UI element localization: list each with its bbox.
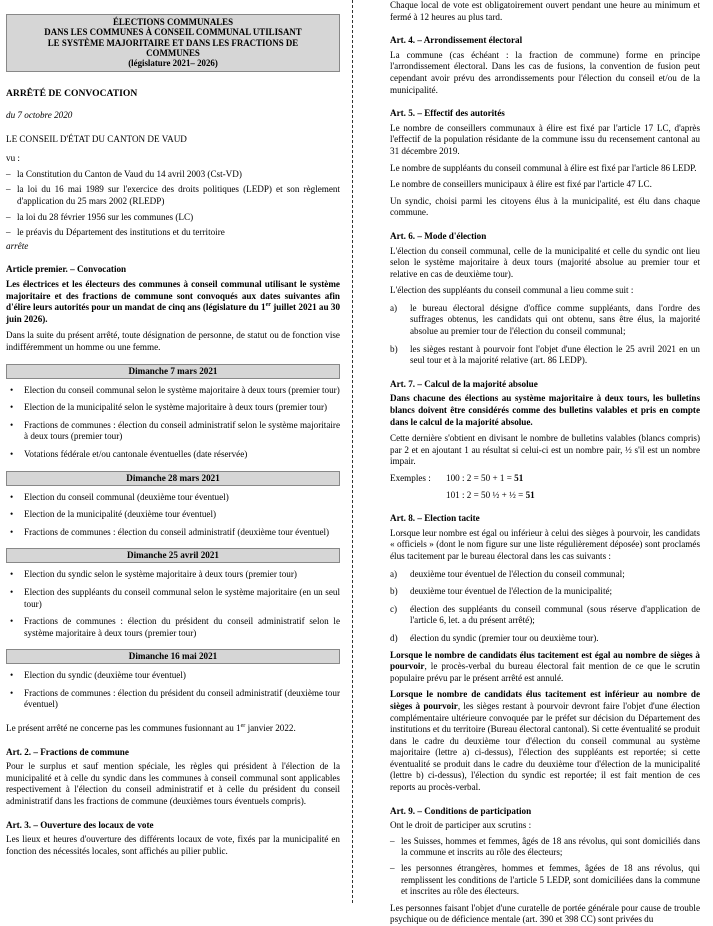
item-letter: d) <box>390 632 398 643</box>
lettered-item-text: élection des suppléants du conseil communal (sous réserve d'application de l'article 6, let. a du présent arrêté); <box>410 603 700 626</box>
art5-heading: Art. 5. – Effectif des autorités <box>390 108 505 119</box>
art2-paragraph: Pour le surplus et sauf mention spéciale, les règles qui président à l'élection de la municipalité et à celle du syndic dans les communes à conseil communal sont applicables respectivement à l'élection du conseil administratif et à celle du président du conseil administratif dans les fractions de commune (deuxièmes tours éventuels compris). <box>6 761 340 807</box>
vu-item-text: le préavis du Département des institutions et du territoire <box>17 227 225 238</box>
schedule-item-text: Election de la municipalité (deuxième tour éventuel) <box>24 509 217 520</box>
schedule-item-text: Fractions de communes : élection du président du conseil administratif (deuxième tour éventuel) <box>24 687 340 710</box>
schedule-item-text: Election du syndic (deuxième tour éventuel) <box>24 670 186 681</box>
vu-item <box>6 227 340 239</box>
schedule-item <box>6 402 340 414</box>
vu-item <box>6 184 340 207</box>
lettered-item-text: élection du syndic (premier tour ou deuxième tour). <box>410 632 599 643</box>
schedule-item <box>6 688 340 711</box>
schedule-item <box>6 527 340 539</box>
lettered-item-text: deuxième tour éventuel de l'élection du conseil communal; <box>410 568 625 579</box>
lettered-item <box>390 569 700 581</box>
schedule-item-text: Fractions de communes : élection du conseil administratif selon le système majoritaire à deux tours (premier tour) <box>24 419 340 442</box>
art5-paragraph: Le nombre de suppléants du conseil communal à élire est fixé par l'article 86 LEDP. <box>390 162 697 173</box>
schedule-item <box>6 569 340 581</box>
schedule-item-text: Votations fédérale et/ou cantonale éventuelles (date réservée) <box>24 448 248 459</box>
bullet-mark: • <box>10 569 14 580</box>
title-line: ÉLECTIONS COMMUNALES <box>112 17 234 27</box>
bullet-mark: • <box>10 491 14 502</box>
merge-note <box>6 723 340 735</box>
art1-heading-bold: Article premier. <box>6 264 68 275</box>
vu-item-text: la loi du 16 mai 1989 sur l'exercice des droits politiques (LEDP) et son règlement d'application du 25 mars 2002 (RLEDP) <box>17 184 340 207</box>
lettered-item-text: les sièges restant à pourvoir font l'objet d'une élection le 25 avril 2021 en un seul tour et à la majorité relative (art. 86 LEDP). <box>410 343 700 366</box>
art1-p1-sup: er <box>265 302 271 309</box>
lettered-item-text: le bureau électoral désigne d'office comme suppléants, dans l'ordre des suffrages obtenus, les candidats qui ont obtenu, sans être élus, la majorité absolue au premier tour de l'élection du conseil communal; <box>410 302 700 337</box>
art6-paragraph: L'élection des suppléants du conseil communal a lieu comme suit : <box>390 285 634 296</box>
art9-heading: Art. 9. – Conditions de participation <box>390 805 532 816</box>
art6-heading: Art. 6. – Mode d'élection <box>390 230 487 241</box>
schedule-item-text: Fractions de communes : élection du conseil administratif (deuxième tour éventuel) <box>24 526 330 537</box>
arrete-title: ARRÊTÉ DE CONVOCATION <box>6 88 138 100</box>
schedule-item <box>6 587 340 610</box>
art4-heading: Art. 4. – Arrondissement électoral <box>390 35 523 46</box>
example-formula: 101 : 2 = 50 ½ + ½ = <box>446 489 526 500</box>
dash-item <box>390 863 700 898</box>
day-header: Dimanche 7 mars 2021 <box>6 364 340 379</box>
bullet-mark: • <box>10 687 14 698</box>
art8-paragraph <box>390 650 700 685</box>
art9-paragraph: Les personnes faisant l'objet d'une curatelle de portée générale pour cause de trouble psychique ou de déficience mentale (art. 390 et 398 CC) sont privées du <box>390 902 700 925</box>
schedule-item <box>6 385 340 397</box>
vu-label: vu : <box>6 153 20 164</box>
dash-mark: – <box>390 835 395 846</box>
vu-item-text: la loi du 28 février 1956 sur les communes (LC) <box>17 211 194 222</box>
art7-paragraph: Cette dernière s'obtient en divisant le nombre de bulletins valables (blancs compris) par 2 et en ajoutant 1 au résultat si celui-ci est un nombre pair, ½ s'il est un nombre impair. <box>390 433 700 467</box>
arrete-word: arrête <box>6 240 29 251</box>
art5-paragraph: Un syndic, choisi parmi les citoyens élus à la municipalité, est élu dans chaque commune. <box>390 195 700 218</box>
lettered-item <box>390 586 700 598</box>
art2-heading: Art. 2. – Fractions de commune <box>6 746 129 757</box>
right-column <box>390 0 700 926</box>
dash-mark: – <box>6 168 11 179</box>
schedule-item-text: Election du syndic selon le système majoritaire à deux tours (premier tour) <box>24 569 297 580</box>
item-letter: a) <box>390 302 398 313</box>
art1-paragraph: Dans la suite du présent arrêté, toute désignation de personne, de statut ou de fonction vise indifféremment un homme ou une femme. <box>6 330 340 352</box>
schedule-item-text: Election du conseil communal (deuxième tour éventuel) <box>24 491 229 502</box>
bullet-mark: • <box>10 670 14 681</box>
art7-heading: Art. 7. – Calcul de la majorité absolue <box>390 378 538 389</box>
art1-p1-a: Les électrices et les électeurs des communes à conseil communal utilisant le système majoritaire et des fractions de commune sont convoqués aux dates suivantes afin d'élire leurs autorités pour un mandat de cinq ans (législature du 1 <box>6 279 340 313</box>
column-divider <box>352 0 353 903</box>
title-line: LE SYSTÈME MAJORITAIRE ET DANS LES FRACTIONS DE <box>47 37 299 48</box>
art1-p1-b: juillet 2021 au 30 juin 2026). <box>6 302 341 324</box>
art3-heading: Art. 3. – Ouverture des locaux de vote <box>6 819 154 830</box>
example-formula: 100 : 2 = 50 + 1 = <box>446 473 515 483</box>
schedule-item-text: Election du conseil communal selon le système majoritaire à deux tours (premier tour) <box>24 384 340 395</box>
arrete-date: du 7 octobre 2020 <box>6 110 73 121</box>
schedule-item-text: Election des suppléants du conseil communal selon le système majoritaire (en un seul tour) <box>24 586 340 609</box>
day-header: Dimanche 16 mai 2021 <box>6 649 340 664</box>
bullet-mark: • <box>10 509 14 520</box>
merge-note-a: Le présent arrêté ne concerne pas les communes fusionnant au 1 <box>6 723 241 734</box>
bullet-mark: • <box>10 526 14 537</box>
bullet-mark: • <box>10 448 14 459</box>
bullet-mark: • <box>10 402 14 413</box>
dash-item-text: les personnes étrangères, hommes et femmes, âgées de 18 ans révolus, qui remplissent les conditions de l'article 5 LEDP, sont domiciliées dans la commune et inscrites au rôle des électeurs. <box>401 863 700 897</box>
schedule-item-text: Fractions de communes : élection du président du conseil administratif selon le système majoritaire à deux tours (premier tour) <box>24 616 340 638</box>
example-result: 51 <box>525 489 535 500</box>
left-column <box>6 0 340 857</box>
art8-paragraph: Lorsque leur nombre est égal ou inférieur à celui des sièges à pourvoir, les candidats « officiels » (dont le nom figure sur une liste régulièrement déposée) sont proclamés élus tacitement par le bureau électoral dans les cas suivants : <box>390 527 700 561</box>
lettered-item <box>390 633 700 645</box>
schedule-item <box>6 449 340 461</box>
art8-paragraph <box>390 689 700 793</box>
day-header: Dimanche 25 avril 2021 <box>6 548 340 563</box>
item-letter: b) <box>390 586 398 597</box>
art3-paragraph: Les lieux et heures d'ouverture des différents locaux de vote, fixés par la municipalité en fonction des nécessités locales, sont affichés au pilier public. <box>6 834 340 856</box>
art7-paragraph: Dans chacune des élections au système majoritaire à deux tours, les bulletins blancs doivent être considérés comme des bulletins valables et pris en compte dans le calcul de la majorité absolue. <box>390 393 700 427</box>
merge-note-b: janvier 2022. <box>245 723 296 734</box>
art8-p3-bold: Lorsque le nombre de candidats élus tacitement est inférieur au nombre de sièges à pourvoir <box>390 689 700 711</box>
lettered-item <box>390 344 700 367</box>
document-title <box>6 14 340 72</box>
schedule-item-text: Election de la municipalité selon le système majoritaire à deux tours (premier tour) <box>24 402 328 413</box>
schedule-item <box>6 509 340 521</box>
example-result: 51 <box>514 473 524 483</box>
dash-mark: – <box>6 227 11 238</box>
lettered-item <box>390 303 700 338</box>
art1-heading-rest: – Convocation <box>67 264 127 275</box>
item-letter: c) <box>390 603 398 614</box>
art3-paragraph: Chaque local de vote est obligatoirement ouvert pendant une heure au minimum et fermé à 12 heures au plus tard. <box>390 0 700 22</box>
schedule-item <box>6 616 340 639</box>
title-line: (législature 2021– 2026) <box>128 58 218 69</box>
example-label: Exemples : <box>390 473 431 483</box>
art5-paragraph: Le nombre de conseillers communaux à élire est fixé par l'article 17 LC, d'après l'effectif de la population résidante de la commune issu du recensement cantonal au 31 décembre 2019. <box>390 122 700 156</box>
item-letter: b) <box>390 343 398 354</box>
art9-paragraph: Ont le droit de participer aux scrutins : <box>390 820 532 831</box>
dash-mark: – <box>390 863 395 874</box>
lettered-item <box>390 604 700 627</box>
art1-heading <box>6 264 340 276</box>
art8-p3-rest: , les sièges restant à pourvoir devront faire l'objet d'une élection complémentaire ultérieure convoquée par le préfet sur décision du Département des institutions et du territoire (Bureau électoral cantonal). Si cette éventualité se produit dans le cadre du deuxième tour d'élection du conseil communal au système majoritaire (lettre a) ci-dessus), l'élection des suppléants est reportée; si cette éventualité se produit dans le cadre du deuxième tour d'élection de la municipalité (lettre b) ci-dessus), l'élection du syndic est reportée; il est fait mention de ces reports au procès-verbal. <box>390 700 700 793</box>
dash-item-text: les Suisses, hommes et femmes, âgés de 18 ans révolus, qui sont domiciliés dans la commune et inscrits au rôle des électeurs; <box>401 835 700 858</box>
art5-paragraph: Le nombre de conseillers municipaux à élire est fixé par l'article 47 LC. <box>390 179 652 190</box>
schedule-item <box>6 420 340 443</box>
example-line <box>390 490 700 502</box>
art1-paragraph <box>6 279 340 325</box>
art8-heading: Art. 8. – Election tacite <box>390 513 480 524</box>
council-name: LE CONSEIL D'ÉTAT DU CANTON DE VAUD <box>6 133 187 144</box>
bullet-mark: • <box>10 384 14 395</box>
dash-item <box>390 836 700 859</box>
example-line <box>390 473 700 485</box>
dash-mark: – <box>6 184 11 195</box>
art8-p2-bold: Lorsque le nombre de candidats élus tacitement est égal au nombre de sièges à pourvoir <box>390 649 700 672</box>
bullet-mark: • <box>10 419 14 430</box>
day-header: Dimanche 28 mars 2021 <box>6 471 340 486</box>
art8-p2-rest: , le procès-verbal du bureau électoral fait mention de ce que le scrutin populaire prévu par le présent arrêté est annulé. <box>390 661 700 683</box>
schedule-item <box>6 492 340 504</box>
art6-paragraph: L'élection du conseil communal, celle de la municipalité et celle du syndic ont lieu selon le système majoritaire à deux tours (majorité absolue au premier tour et relative en cas de deuxième tour). <box>390 245 700 279</box>
dash-mark: – <box>6 211 11 222</box>
merge-note-sup: er <box>240 723 246 730</box>
item-letter: a) <box>390 568 398 579</box>
bullet-mark: • <box>10 586 14 597</box>
bullet-mark: • <box>10 616 14 627</box>
vu-item <box>6 169 340 181</box>
art4-paragraph: La commune (cas échéant : la fraction de commune) forme en principe l'arrondissement électoral. Dans les cas de fusions, la convention de fusion peut cependant avoir prévu des arrondissements pour l'élection du conseil et/ou de la municipalité. <box>390 49 700 95</box>
schedule-item <box>6 670 340 682</box>
title-line: COMMUNES <box>146 47 200 58</box>
vu-item-text: la Constitution du Canton de Vaud du 14 avril 2003 (Cst-VD) <box>17 168 242 179</box>
vu-item <box>6 212 340 224</box>
lettered-item-text: deuxième tour éventuel de l'élection de la municipalité; <box>410 586 613 597</box>
title-line: DANS LES COMMUNES À CONSEIL COMMUNAL UTILISANT <box>44 27 302 38</box>
